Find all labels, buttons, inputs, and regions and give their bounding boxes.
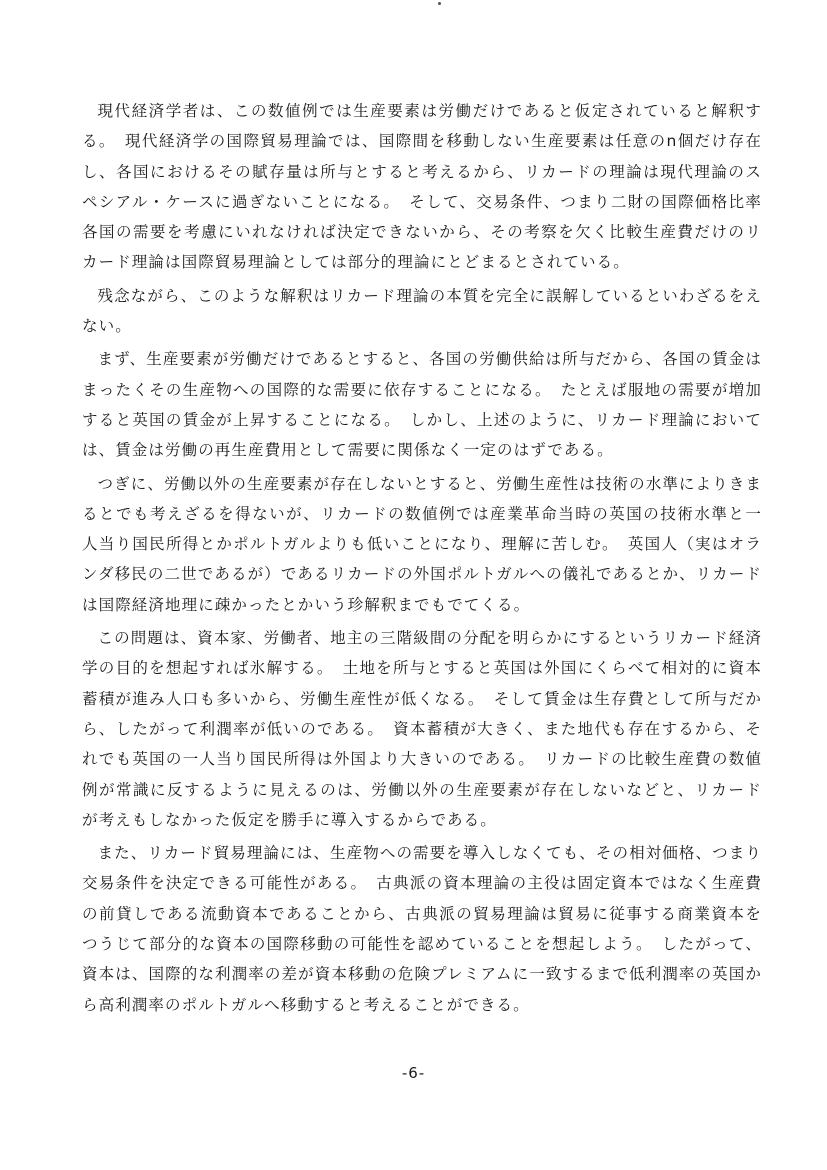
body-text — [82, 96, 762, 1023]
paragraph-2: 残念ながら、このような解釈はリカード理論の本質を完全に誤解しているといわざるをえない。 — [82, 286, 762, 336]
paragraph-4: つぎに、労働以外の生産要素が存在しないとすると、労働生産性は技術の水準によりきまるとでも考えざるを得ないが、リカードの数値例では産業革命当時の英国の技術水準と一人当り国民所得とかポルトガルよりも低いことになり、理解に苦しむ。 英国人（実はオランダ移民の二世であるが）であるリカードの外国ポルトガルへの儀礼であるとか、リカードは国際経済地理に疎かったとかいう珍解釈までもでてくる。 — [82, 474, 762, 614]
paragraph-6: また、リカード貿易理論には、生産物への需要を導入しなくても、その相対価格、つまり交易条件を決定できる可能性がある。 古典派の資本理論の主役は固定資本ではなく生産費の前貸しである流動資本であることから、古典派の貿易理論は貿易に従事する商業資本をつうじて部分的な資本の国際移動の可能性を認めていることを想起しよう。 したがって、資本は、国際的な利潤率の差が資本移動の危険プレミアムに一致するまで低利潤率の英国から高利潤率のポルトガルへ移動すると考えることができる。 — [82, 844, 762, 1014]
paragraph-1: 現代経済学者は、この数値例では生産要素は労働だけであると仮定されていると解釈する。 現代経済学の国際貿易理論では、国際間を移動しない生産要素は任意のn個だけ存在し、各国におけるその賦存量は所与とすると考えるから、リカードの理論は現代理論のスペシアル・ケースに過ぎないことになる。 そして、交易条件、つまり二財の国際価格比率各国の需要を考慮にいれなければ決定できないから、その考察を欠く比較生産費だけのリカード理論は国際貿易理論としては部分的理論にとどまるとされている。 — [82, 102, 762, 272]
paragraph-5: この問題は、資本家、労働者、地主の三階級間の分配を明らかにするというリカード経済学の目的を想起すれば氷解する。 土地を所与とすると英国は外国にくらべて相対的に資本蓄積が進み人口も多いから、労働生産性が低くなる。 そして賃金は生存費として所与だから、したがって利潤率が低いのである。 資本蓄積が大きく、また地代も存在するから、それでも英国の一人当り国民所得は外国より大きいのである。 リカードの比較生産費の数値例が常識に反するように見えるのは、労働以外の生産要素が存在しないなどと、リカードが考えもしなかった仮定を勝手に導入するからである。 — [82, 629, 762, 829]
paragraph-3: まず、生産要素が労働だけであるとすると、各国の労働供給は所与だから、各国の賃金はまったくその生産物への国際的な需要に依存することになる。 たとえば服地の需要が増加すると英国の賃金が上昇することになる。 しかし、上述のように、リカード理論においては、賃金は労働の再生産費用として需要に関係なく一定のはずである。 — [82, 350, 762, 460]
page-number: -6- — [401, 1064, 426, 1082]
scan-mark — [438, 2, 441, 5]
